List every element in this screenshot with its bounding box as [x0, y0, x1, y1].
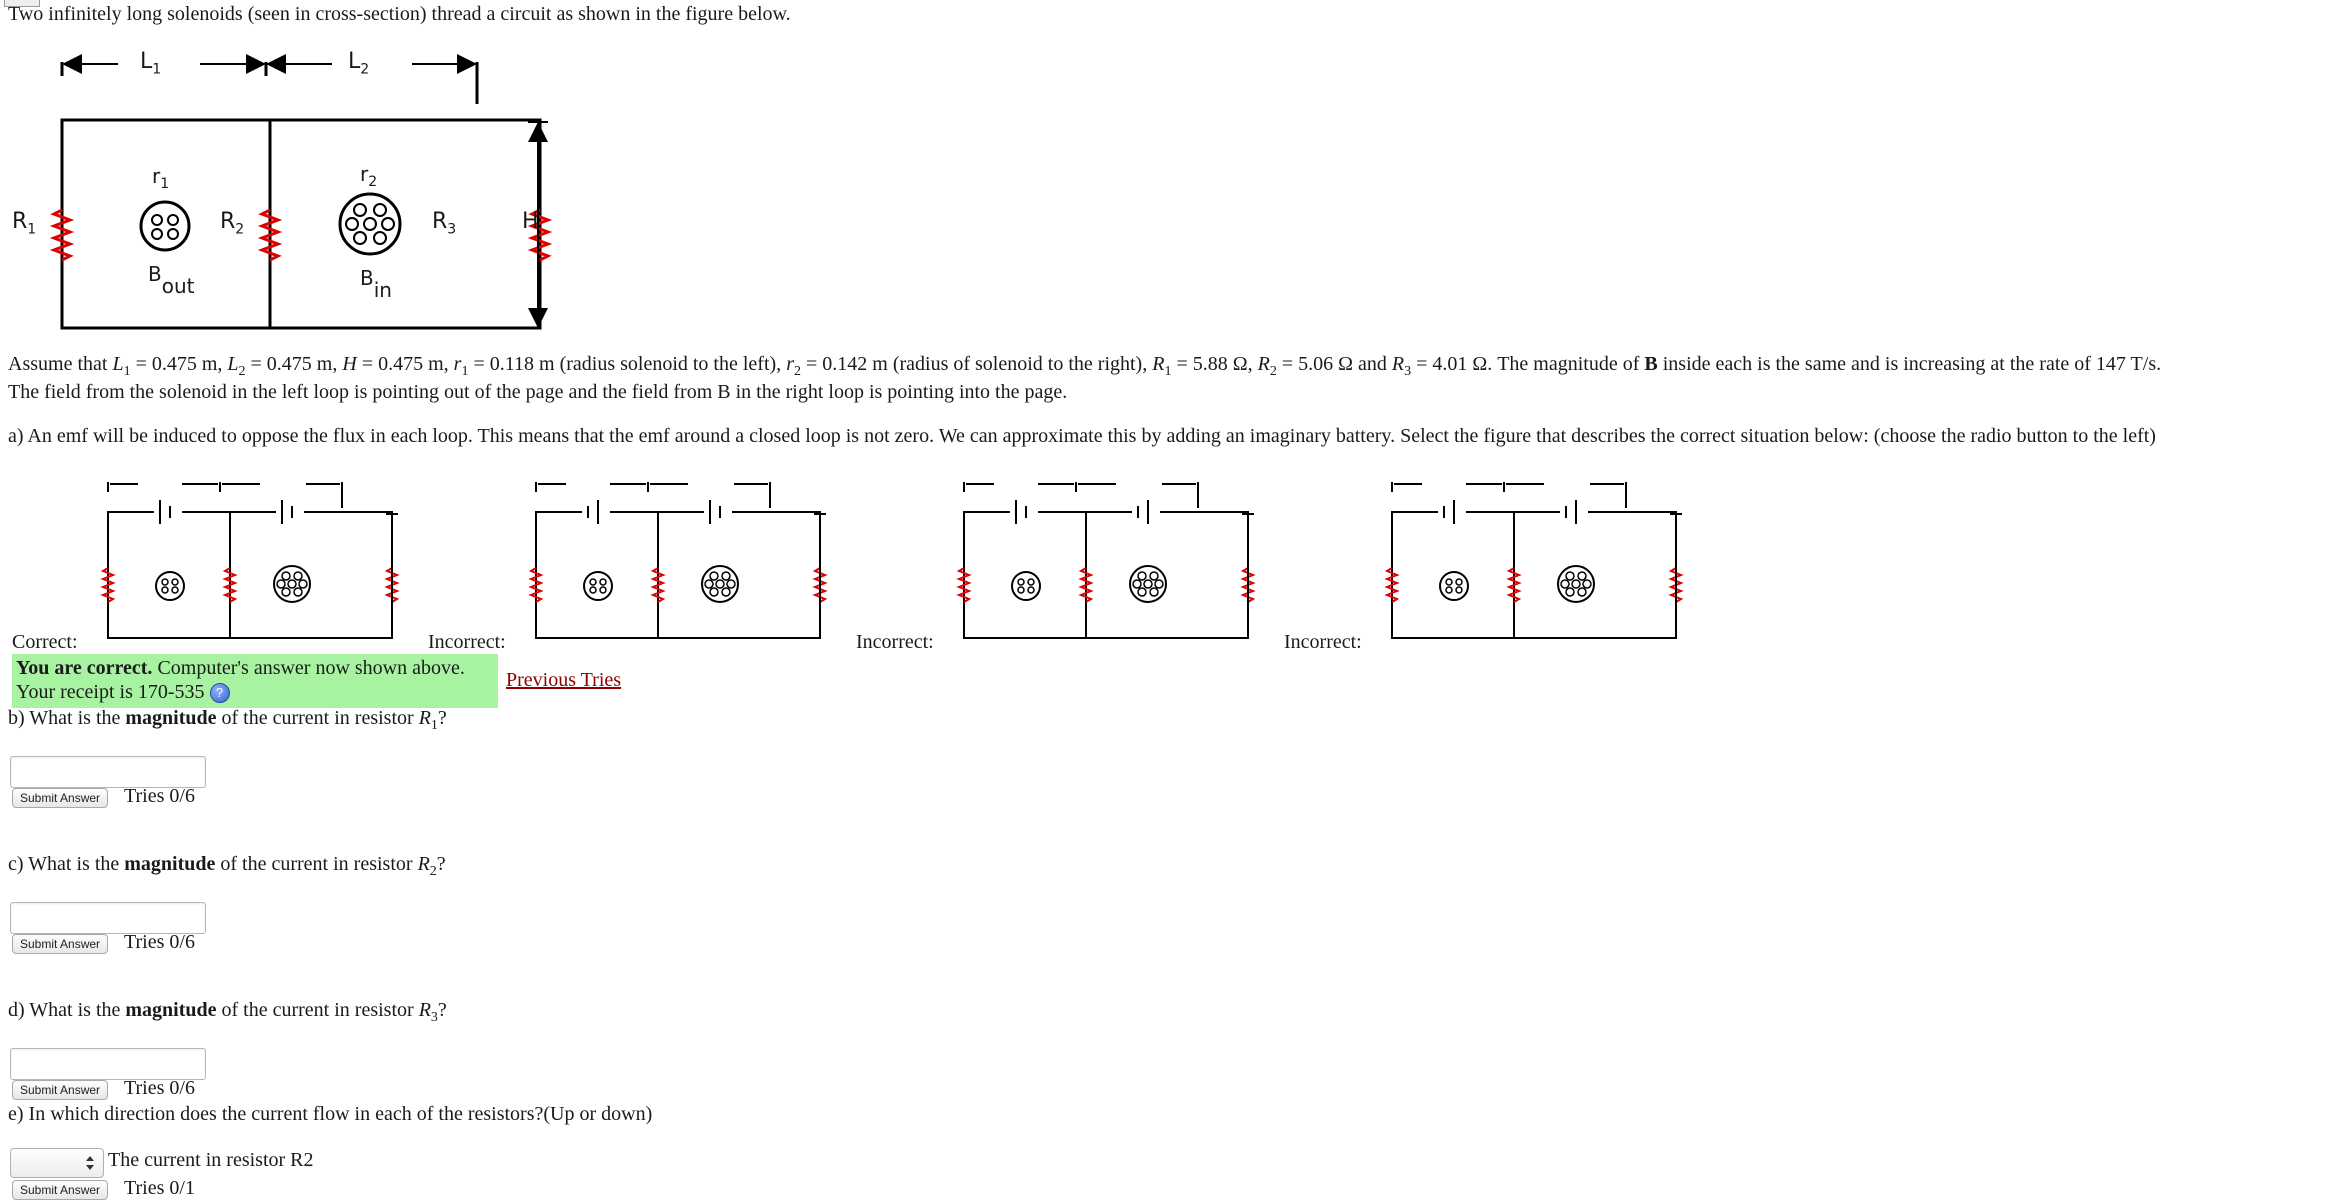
part-e-question: e) In which direction does the current flow in each of the resistors?(Up or down)	[8, 1103, 653, 1125]
feedback-correct-text: You are correct. Computer's answer now shown above.	[16, 657, 465, 679]
fig-label-Bin: Bin	[360, 266, 392, 302]
choice-figure-4	[1384, 470, 1694, 650]
part-c-question: c) What is the magnitude of the current in resistor $R_2$?	[8, 853, 446, 879]
previous-tries-link[interactable]: Previous Tries	[506, 669, 622, 691]
feedback-receipt: Your receipt is 170-535 ?	[16, 680, 230, 704]
select-label-r2: The current in resistor R2	[108, 1149, 314, 1171]
tries-b: Tries 0/6	[124, 785, 195, 807]
part-b-question: b) What is the magnitude of the current in resistor $R_1$?	[8, 707, 447, 733]
fig-label-R3: $R_3$	[432, 209, 457, 238]
submit-answer-e-button[interactable]: Submit Answer	[12, 1180, 108, 1200]
fig-label-r1: $r_1$	[152, 164, 170, 192]
circuit-figure	[0, 42, 560, 342]
tries-d: Tries 0/6	[124, 1077, 195, 1099]
fig-label-H: H	[522, 209, 539, 234]
choice-figure-1	[100, 470, 410, 650]
fig-label-R1: $R_1$	[12, 209, 37, 238]
submit-answer-d-button[interactable]: Submit Answer	[12, 1080, 108, 1100]
direction-select-r2[interactable]	[10, 1148, 104, 1178]
help-icon[interactable]: ?	[210, 683, 230, 703]
choice-incorrect-label-2[interactable]: Incorrect:	[856, 631, 934, 653]
fig-label-L2: $L_2$	[348, 49, 370, 78]
part-d-question: d) What is the magnitude of the current in resistor $R_3$?	[8, 999, 447, 1025]
part-a-question: a) An emf will be induced to oppose the flux in each loop. This means that the emf around a closed loop is not zero. We can approximate this by adding an imaginary battery. Select the figure that describes the correct situation below: (choose the radio button to the left)	[8, 425, 2156, 447]
choice-figure-3	[956, 470, 1266, 650]
fig-label-r2: $r_2$	[360, 162, 378, 190]
fig-label-Bout: Bout	[148, 262, 195, 298]
tries-c: Tries 0/6	[124, 931, 195, 953]
tries-e: Tries 0/1	[124, 1177, 195, 1199]
assume-line-2: The field from the solenoid in the left loop is pointing out of the page and the field from B in the right loop is pointing into the page.	[8, 381, 1068, 403]
chevron-up-down-icon	[83, 1154, 97, 1172]
choice-figure-2	[528, 470, 838, 650]
submit-answer-c-button[interactable]: Submit Answer	[12, 934, 108, 954]
submit-answer-b-button[interactable]: Submit Answer	[12, 788, 108, 808]
assume-line-1: Assume that $L_1 = 0.475$ m, $L_2 = 0.475$ m, H = 0.475 m, $r_1 = 0.118$ m (radius solenoid to the left), $r_2 = 0.142$ m (radius of solenoid to the right), $R_1 = 5.88$ Ω, $R_2 = 5.06$ Ω and $R_3 = 4.01$ Ω. The magnitude of B inside each is the same and is increasing at the rate of 147 T/s.	[8, 353, 2162, 379]
fig-label-L1: $L_1$	[140, 49, 162, 78]
choice-incorrect-label-3[interactable]: Incorrect:	[1284, 631, 1362, 653]
intro-text: Two infinitely long solenoids (seen in cross-section) thread a circuit as shown in the figure below.	[8, 3, 791, 25]
choice-correct-label[interactable]: Correct:	[12, 631, 78, 653]
fig-label-R2: $R_2$	[220, 209, 245, 238]
choice-incorrect-label-1[interactable]: Incorrect:	[428, 631, 506, 653]
